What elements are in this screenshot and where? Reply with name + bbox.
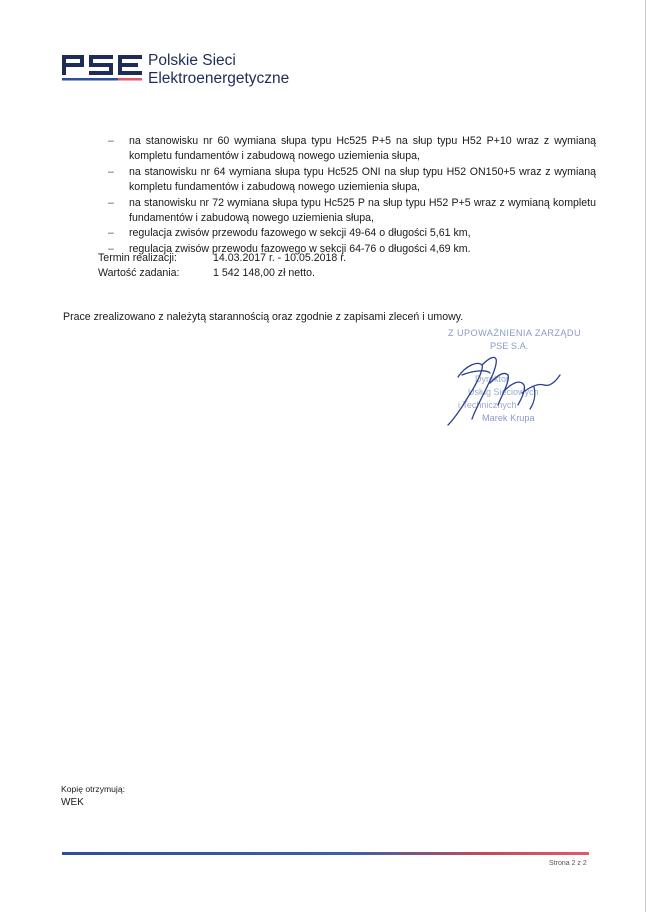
- stamp-title-line1: Dyrektor: [475, 374, 510, 384]
- company-logo: [62, 50, 312, 90]
- list-item-text: regulacja zwisów przewodu fazowego w sekcji 64-76 o długości 4,69 km.: [129, 242, 471, 255]
- copy-label: Kopię otrzymują:: [61, 784, 126, 794]
- term-label: Termin realizacji:: [98, 252, 177, 264]
- work-items-list: [108, 134, 596, 257]
- list-item-text: na stanowisku nr 64 wymiana słupa typu Hc525 ONI na słup typu H52 ON150+5 wraz z wymianą kompletu fundamentów i zabudową nowego uziemienia słupa,: [129, 165, 596, 194]
- list-dash: –: [108, 165, 114, 178]
- copy-recipient: WEK: [61, 797, 84, 808]
- completion-statement: Prace zrealizowano z należytą starannością oraz zgodnie z zapisami zleceń i umowy.: [63, 311, 464, 323]
- value-label: Wartość zadania:: [98, 267, 180, 279]
- value-row: [98, 266, 458, 281]
- list-item-text: na stanowisku nr 72 wymiana słupa typu Hc525 P na słup typu H52 P+5 wraz z wymianą kompletu fundamentów i zabudową nowego uziemienia słupa,: [129, 196, 596, 225]
- value-amount: 1 542 148,00 zł netto.: [213, 267, 315, 279]
- list-dash: –: [108, 242, 114, 255]
- list-dash: –: [108, 227, 114, 240]
- pse-logo-icon: [62, 52, 144, 82]
- list-item: [108, 165, 596, 196]
- list-item: [108, 226, 596, 241]
- list-dash: –: [108, 196, 114, 209]
- stamp-line1: Z UPOWAŻNIENIA ZARZĄDU: [448, 328, 582, 338]
- stamp-title-line3: i Technicznych: [458, 400, 517, 410]
- company-name-line1: Polskie Sieci: [148, 52, 236, 69]
- project-details: [98, 251, 458, 281]
- stamp-name: Marek Krupa: [482, 413, 535, 423]
- term-value: 14.03.2017 r. - 10.05.2018 r.: [213, 252, 347, 264]
- list-item: [108, 134, 596, 165]
- list-dash: –: [108, 135, 114, 147]
- signature-icon: [438, 335, 568, 430]
- copy-recipients: [61, 782, 125, 810]
- page-number: Strona 2 z 2: [549, 860, 587, 867]
- list-item-text: na stanowisku nr 60 wymiana słupa typu Hc525 P+5 na słup typu H52 P+10 wraz z wymianą kompletu fundamentów i zabudową nowego uziemienia słupa,: [129, 135, 596, 163]
- term-row: [98, 251, 458, 266]
- company-name: [148, 52, 289, 88]
- list-item-text: regulacja zwisów przewodu fazowego w sekcji 49-64 o długości 5,61 km,: [129, 227, 471, 240]
- stamp-line2: PSE S.A.: [490, 341, 529, 351]
- list-item: [108, 196, 596, 227]
- stamp-title-line2: Usług Sieciowych: [468, 387, 539, 397]
- footer-divider: [62, 852, 589, 855]
- company-name-line2: Elektroenergetyczne: [148, 70, 290, 87]
